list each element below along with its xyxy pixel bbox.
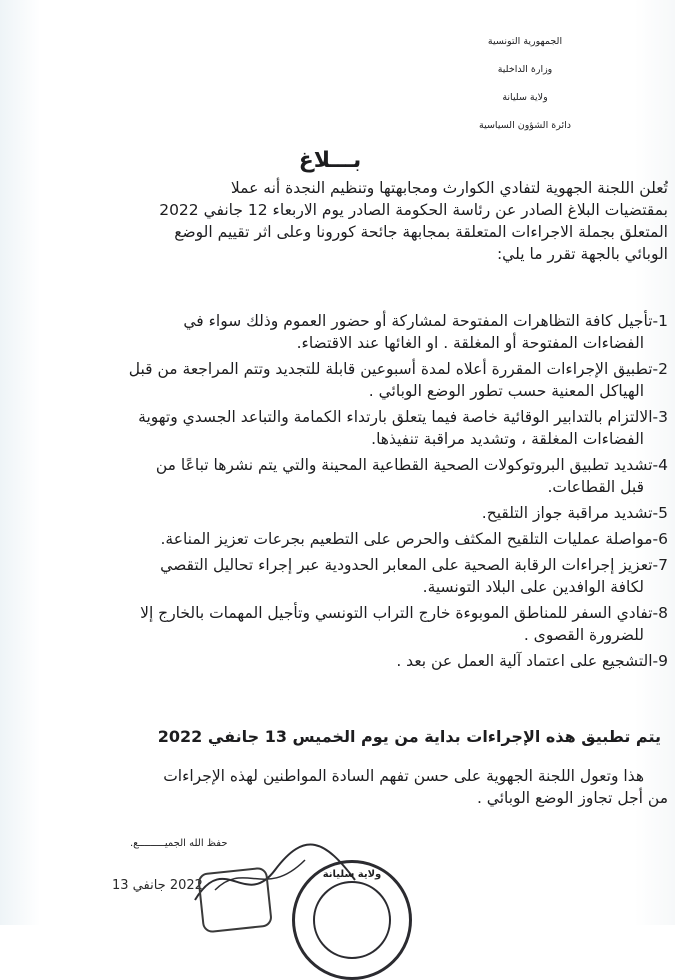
- measure-item-1: [4, 310, 668, 354]
- measure-item-4: [4, 454, 668, 498]
- measure-line: 7-تعزيز إجراءات الرقابة الصحية على المعابر الحدودية عبر إجراء تحاليل التقصي: [160, 556, 668, 574]
- closing-paragraph: [4, 765, 668, 809]
- intro-paragraph: [4, 177, 668, 265]
- measure-item-8: [4, 602, 668, 646]
- measure-item-2: [4, 358, 668, 402]
- measure-item-6: [4, 528, 668, 550]
- letterhead-governorate: ولاية سليانة: [502, 92, 548, 103]
- measure-line: الهياكل المعنية حسب تطور الوضع الوبائي .: [368, 382, 644, 400]
- intro-line: بمقتضيات البلاغ الصادر عن رئاسة الحكومة الصادر يوم الاربعاء 12 جانفي 2022: [159, 201, 668, 219]
- measure-item-3: [4, 406, 668, 450]
- measure-line: 1-تأجيل كافة التظاهرات المفتوحة لمشاركة أو حضور العموم وذلك سواء في: [183, 312, 668, 330]
- measure-line: 3-الالتزام بالتدابير الوقائية خاصة فيما يتعلق بارتداء الكمامة والتباعد الجسدي وتهوية: [138, 408, 668, 426]
- measure-line: للضرورة القصوى .: [523, 626, 644, 644]
- date-stamp: 2022 جانفي 13: [112, 878, 203, 893]
- letterhead-ministry: وزارة الداخلية: [497, 64, 553, 75]
- measure-line: 2-تطبيق الإجراءات المقررة أعلاه لمدة أسبوعين قابلة للتجديد وتتم المراجعة من قبل: [128, 360, 668, 378]
- measure-item-9: [4, 650, 668, 672]
- intro-line: تُعلن اللجنة الجهوية لتفادي الكوارث ومجابهتها وتنظيم النجدة أنه عملا: [230, 179, 668, 197]
- official-seal: [292, 860, 412, 980]
- effective-date-notice: يتم تطبيق هذه الإجراءات بداية من يوم الخميس 13 جانفي 2022: [157, 727, 661, 746]
- measure-item-5: [4, 502, 668, 524]
- letterhead-department: دائرة الشؤون السياسية: [479, 120, 571, 131]
- seal-inner-ring: [313, 881, 391, 959]
- seal-text: ولاية سليانة: [322, 869, 382, 880]
- measure-item-7: [4, 554, 668, 598]
- measure-line: 8-تفادي السفر للمناطق الموبوءة خارج التراب التونسي وتأجيل المهمات بالخارج إلا: [140, 604, 668, 622]
- measure-line: 5-تشديد مراقبة جواز التلقيح.: [481, 504, 668, 522]
- signoff-text: حفظ الله الجميـــــــــع.: [130, 838, 228, 849]
- measure-line: 9-التشجيع على اعتماد آلية العمل عن بعد .: [396, 652, 668, 670]
- measures-list: [4, 310, 668, 676]
- small-seal: [197, 867, 273, 934]
- intro-line: المتعلق بجملة الاجراءات المتعلقة بمجابهة جائحة كورونا وعلى اثر تقييم الوضع: [174, 223, 668, 241]
- measure-line: 4-تشديد تطبيق البروتوكولات الصحية القطاعية المحينة والتي يتم نشرها تباعًا من: [155, 456, 668, 474]
- measure-line: قبل القطاعات.: [547, 478, 644, 496]
- letterhead-republic: الجمهورية التونسية: [487, 36, 563, 47]
- document-title: بـــلاغ: [298, 148, 362, 173]
- intro-line: الوبائي بالجهة تقرر ما يلي:: [496, 245, 668, 263]
- letterhead: [445, 30, 605, 142]
- measure-line: الفضاءات المفتوحة أو المغلقة . او الغائها عند الاقتضاء.: [296, 334, 644, 352]
- closing-line: من أجل تجاوز الوضع الوبائي .: [476, 789, 668, 807]
- closing-line: هذا وتعول اللجنة الجهوية على حسن تفهم السادة المواطنين لهذه الإجراءات: [163, 767, 644, 785]
- measure-line: الفضاءات المغلقة ، وتشديد مراقبة تنفيذها.: [371, 430, 644, 448]
- measure-line: 6-مواصلة عمليات التلقيح المكثف والحرص على التطعيم بجرعات تعزيز المناعة.: [160, 530, 668, 548]
- measure-line: لكافة الوافدين على البلاد التونسية.: [422, 578, 644, 596]
